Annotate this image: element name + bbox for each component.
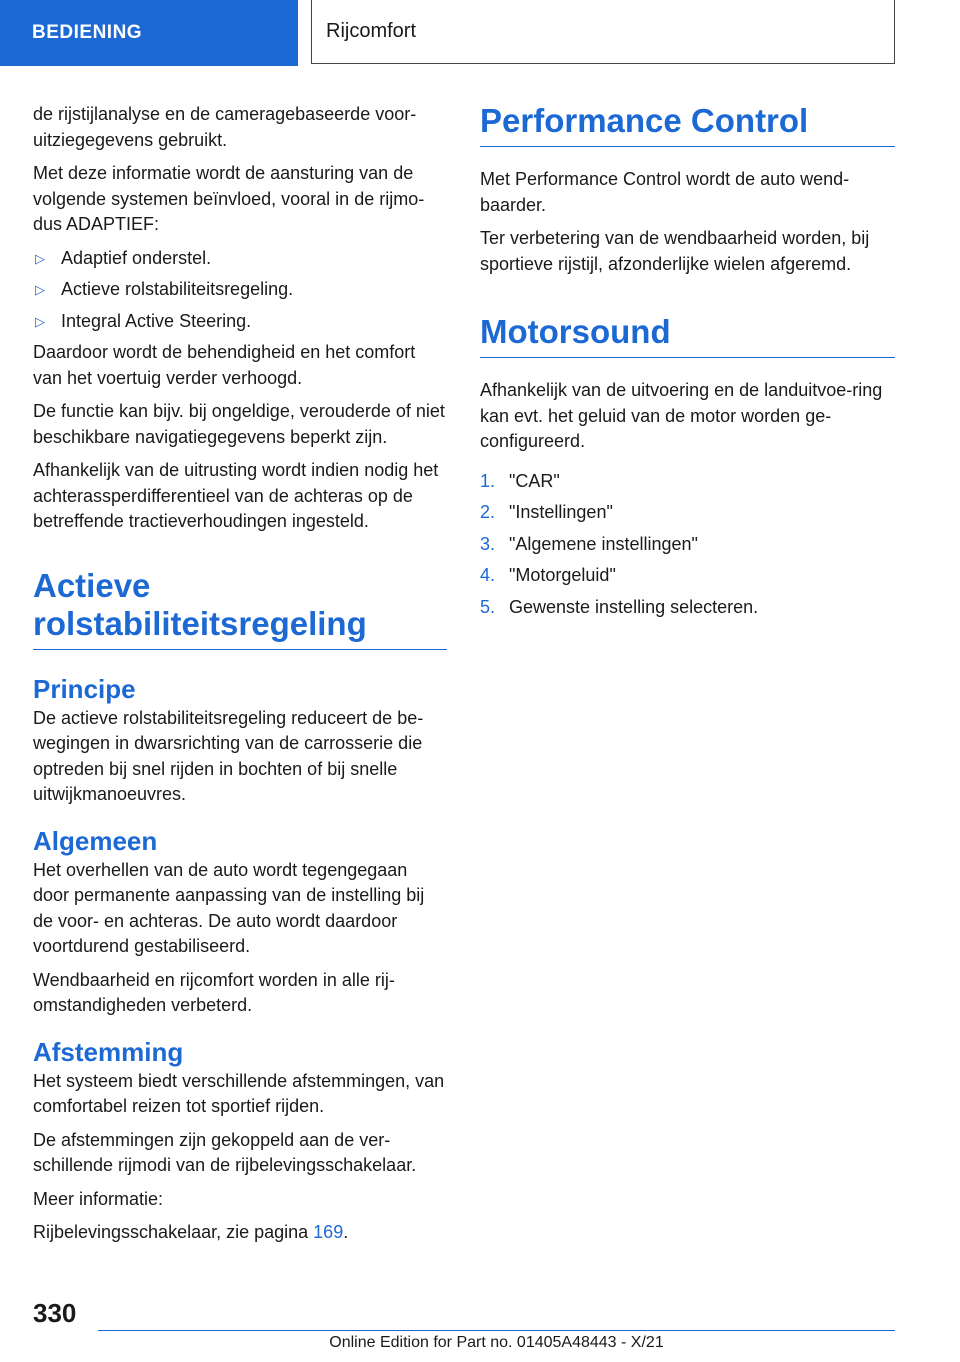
- paragraph: De actieve rolstabiliteitsregeling reduceert de be-wegingen in dwarsrichting van de carrosserie die optreden bij snel rijden in bochten of bij snelle uitwijkmanoeuvres.: [33, 707, 424, 804]
- intro-paragraph-1: de rijstijlanalyse en de cameragebaseerde voor-uitziegegevens gebruikt.: [33, 104, 417, 150]
- page-number: 330: [33, 1298, 77, 1328]
- paragraph: De afstemmingen zijn gekoppeld aan de ver-schillende rijmodi van de rijbelevingsschakelaar.: [33, 1129, 417, 1175]
- heading-motorsound: Motorsound: [480, 313, 895, 358]
- chapter-title: BEDIENING: [32, 22, 143, 43]
- triangle-bullet-icon: ▷: [35, 313, 45, 329]
- list-item: 1. "CAR": [480, 470, 560, 491]
- list-item: 5. Gewenste instelling selecteren.: [480, 596, 759, 617]
- subheading-principe: Principe: [33, 673, 136, 704]
- paragraph: Het systeem biedt verschillende afstemmingen, van comfortabel reizen tot sportief rijden.: [33, 1070, 445, 1116]
- left-column: [33, 102, 447, 1254]
- paragraph: Met Performance Control wordt de auto wend-baarder.: [480, 169, 850, 215]
- triangle-bullet-icon: ▷: [35, 282, 45, 297]
- paragraph: Ter verbetering van de wendbaarheid worden, bij sportieve rijstijl, afzonderlijke wielen afgeremd.: [480, 228, 870, 274]
- subheading-algemeen: Algemeen: [33, 825, 158, 856]
- section-title: Rijcomfort: [326, 20, 417, 42]
- footer-divider: [98, 1330, 895, 1331]
- list-item: ▷ Integral Active Steering.: [33, 309, 447, 335]
- heading-actieve-rolstabiliteitsregeling: Actieve rolstabiliteitsregeling: [33, 567, 447, 650]
- list-item: 4. "Motorgeluid": [480, 565, 616, 585]
- chapter-tab: [0, 0, 298, 66]
- footer-edition: Online Edition for Part no. 01405A48443 - X/21: [329, 1334, 664, 1351]
- paragraph: De functie kan bijv. bij ongeldige, verouderde of niet beschikbare navigatiegegevens beperkt zijn.: [33, 401, 445, 447]
- list-item: ▷ Adaptief onderstel.: [33, 246, 447, 272]
- paragraph: Afhankelijk van de uitvoering en de landuitvoe-ring kan evt. het geluid van de motor worden ge-configureerd.: [480, 380, 883, 451]
- heading-performance-control: Performance Control: [480, 102, 895, 147]
- triangle-bullet-icon: ▷: [35, 250, 45, 266]
- paragraph: Wendbaarheid en rijcomfort worden in alle rij-omstandigheden verbeterd.: [33, 969, 395, 1015]
- paragraph: Het overhellen van de auto wordt tegengegaan door permanente aanpassing van de instelling bij de voor- en achteras. De auto wordt daardoor voortdurend gestabiliseerd.: [33, 859, 425, 956]
- systems-list: [33, 246, 447, 335]
- cross-reference: Rijbelevingsschakelaar, zie pagina 169.: [33, 1222, 349, 1242]
- list-item: 2. "Instellingen": [480, 502, 613, 522]
- list-item: ▷ Actieve rolstabiliteitsregeling.: [33, 277, 447, 303]
- list-item: 3. "Algemene instellingen": [480, 533, 698, 554]
- page-link[interactable]: 169: [313, 1222, 344, 1242]
- paragraph: Daardoor wordt de behendigheid en het comfort van het voertuig verder verhoogd.: [33, 342, 416, 388]
- paragraph: Afhankelijk van de uitrusting wordt indien nodig het achterassperdifferentieel van de achteras op de betreffende tractieverhoudingen ingesteld.: [33, 460, 439, 531]
- intro-paragraph-2: Met deze informatie wordt de aansturing van de volgende systemen beïnvloed, vooral in de rijmo-dus ADAPTIEF:: [33, 163, 425, 234]
- section-header: [311, 0, 895, 64]
- paragraph: Meer informatie:: [33, 1188, 164, 1209]
- right-column: [480, 102, 895, 626]
- subheading-afstemming: Afstemming: [33, 1036, 184, 1067]
- steps-list: [480, 469, 895, 621]
